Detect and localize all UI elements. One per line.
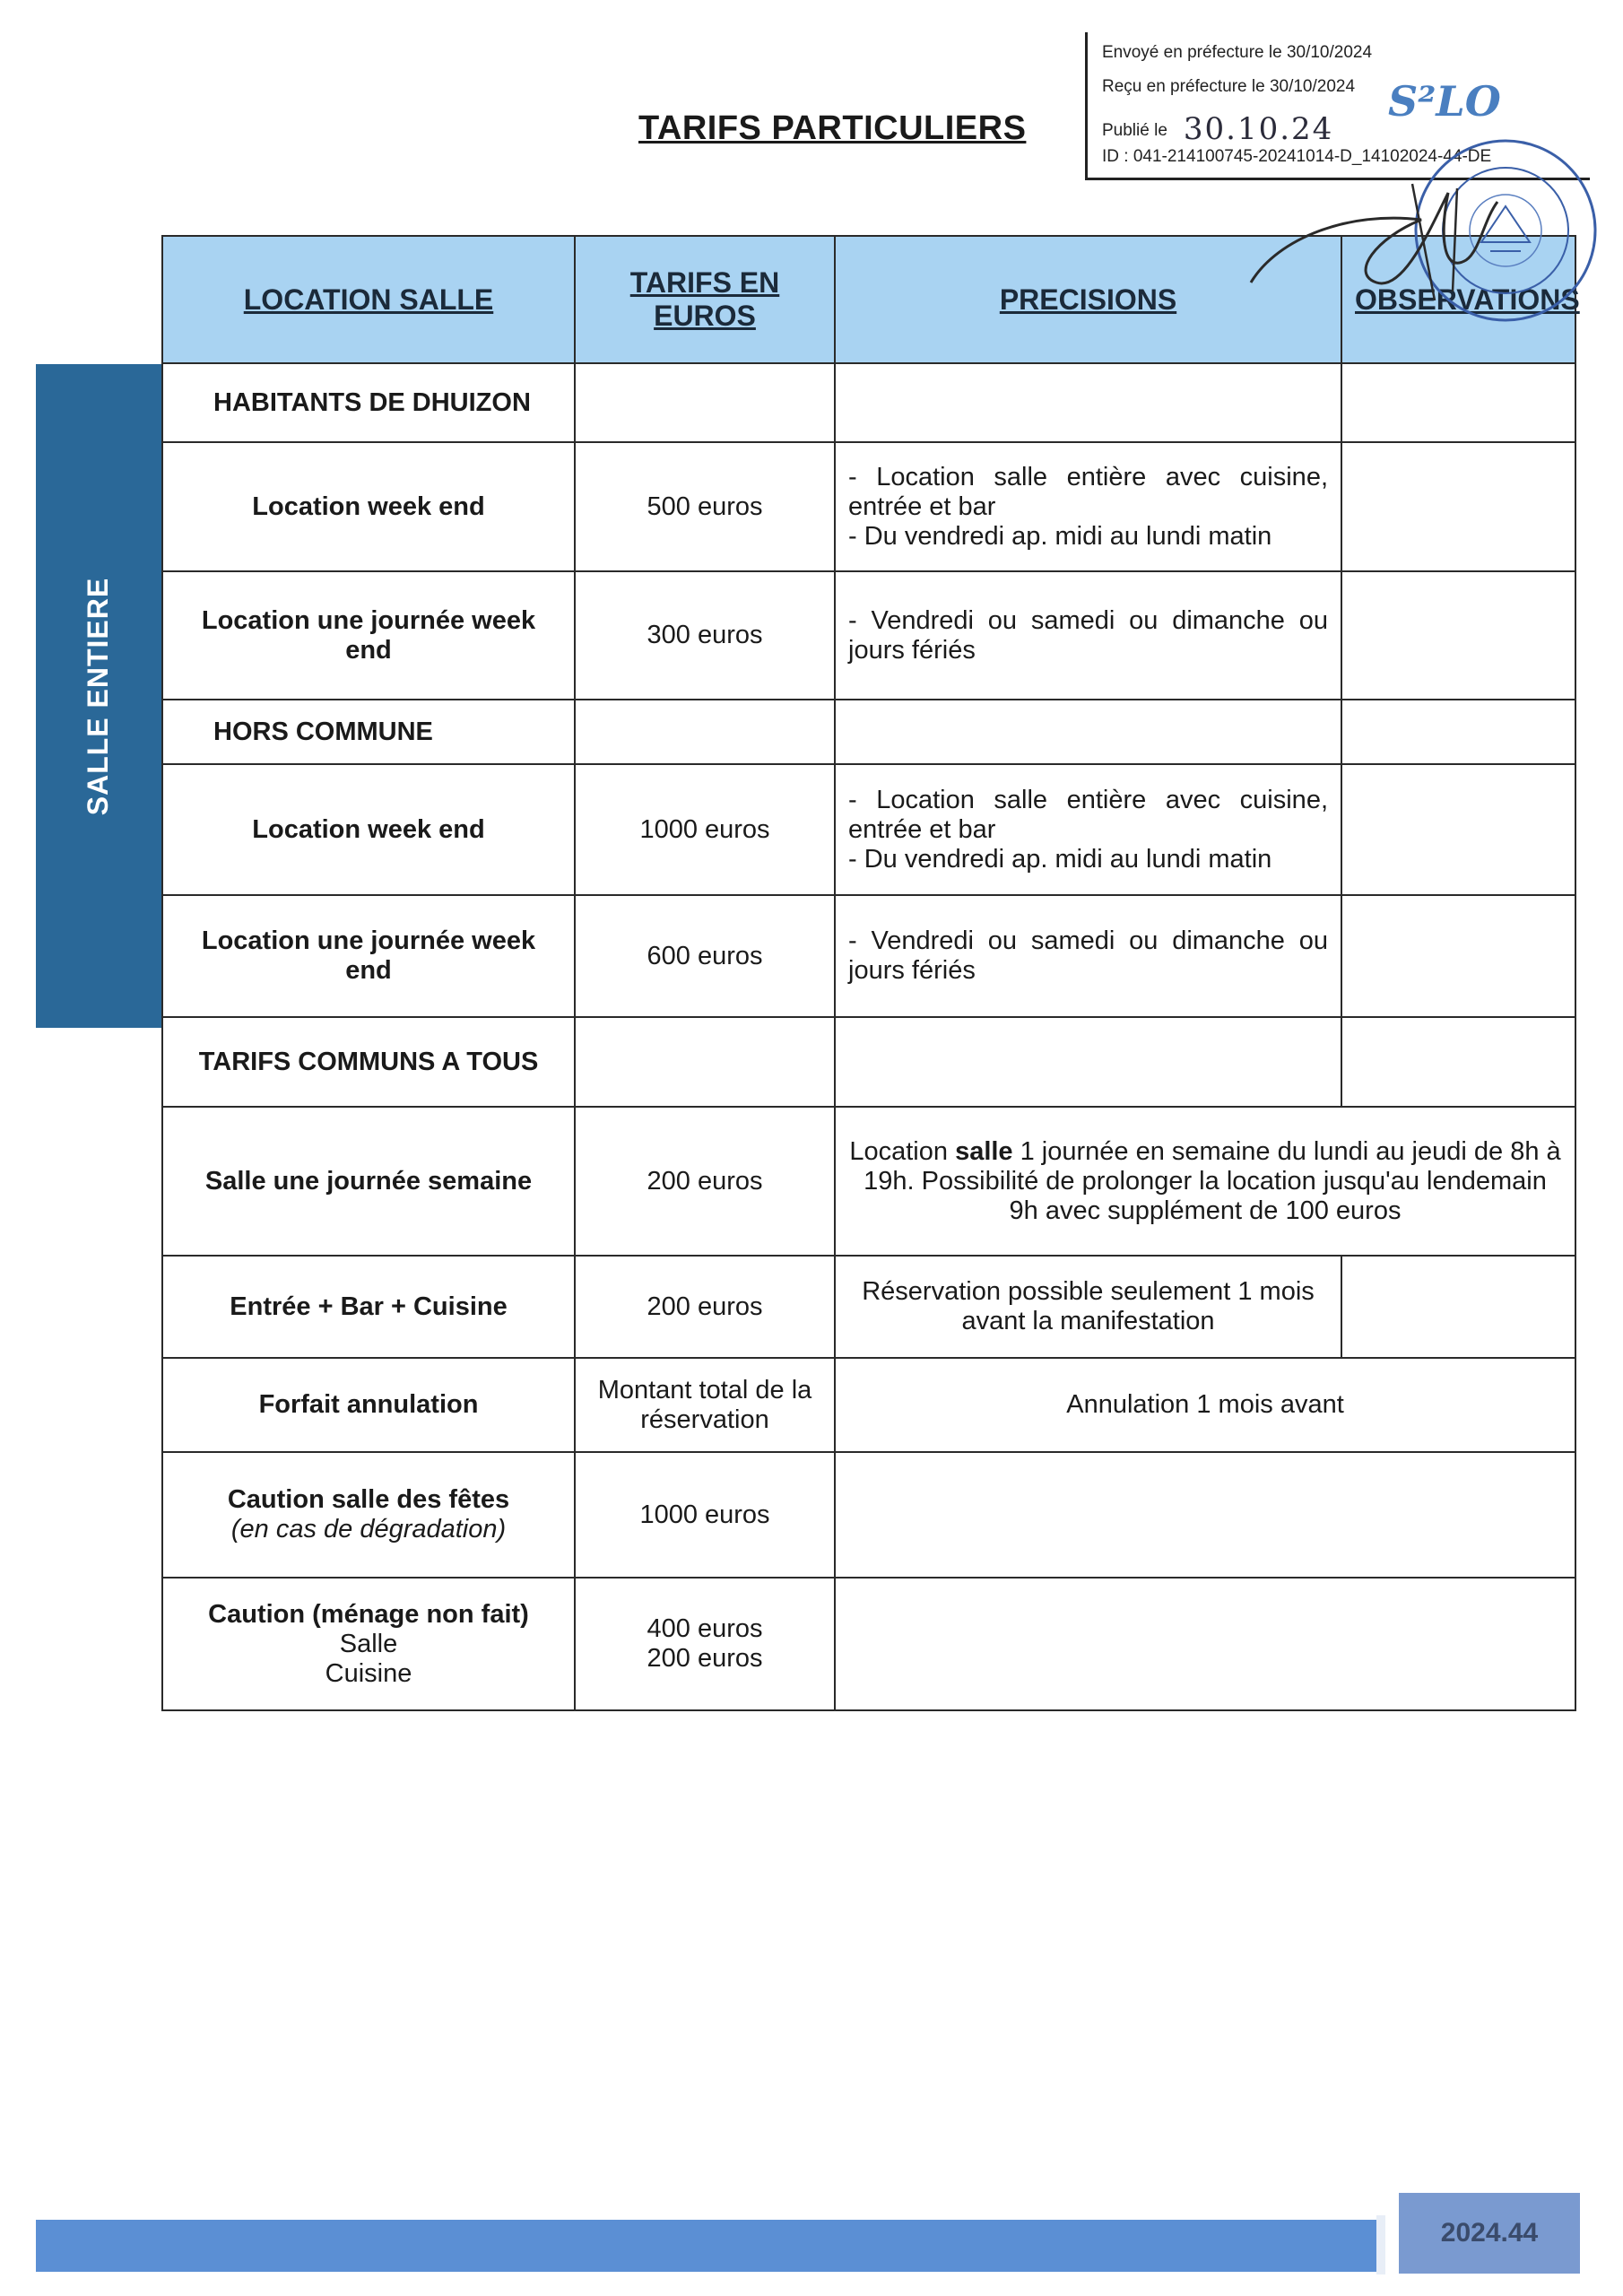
table-row bbox=[162, 1017, 1575, 1107]
table-row bbox=[162, 442, 1575, 571]
table-row bbox=[162, 363, 1575, 442]
table-row bbox=[162, 1452, 1575, 1578]
row-price: Montant total de la réservation bbox=[575, 1358, 835, 1452]
row-label: Location week end bbox=[162, 764, 575, 895]
row-label: Location week end bbox=[162, 442, 575, 571]
side-label: SALLE ENTIERE bbox=[82, 577, 115, 815]
row-label: Caution (ménage non fait) Salle Cuisine bbox=[162, 1578, 575, 1710]
header-precisions: PRECISIONS bbox=[835, 236, 1341, 363]
prefecture-published bbox=[1102, 111, 1333, 147]
row-precision: - Location salle entière avec cuisine, entrée et bar - Du vendredi ap. midi au lundi matin bbox=[835, 442, 1341, 571]
row-label: Forfait annulation bbox=[162, 1358, 575, 1452]
published-label: Publié le bbox=[1102, 121, 1167, 140]
row-price: 1000 euros bbox=[575, 1452, 835, 1578]
footer-number: 2024.44 bbox=[1440, 2218, 1539, 2248]
row-precision: Annulation 1 mois avant bbox=[835, 1358, 1575, 1452]
prefecture-received: Reçu en préfecture le 30/10/2024 bbox=[1102, 77, 1356, 96]
row-label: Location une journée week end bbox=[162, 895, 575, 1017]
header-tarifs-line2: EUROS bbox=[654, 300, 756, 332]
table-row bbox=[162, 571, 1575, 700]
prefecture-sent: Envoyé en préfecture le 30/10/2024 bbox=[1102, 43, 1373, 62]
row-label: Entrée + Bar + Cuisine bbox=[162, 1256, 575, 1358]
row-label: Salle une journée semaine bbox=[162, 1107, 575, 1256]
table-row bbox=[162, 1358, 1575, 1452]
row-precision: - Vendredi ou samedi ou dimanche ou jours fériés bbox=[835, 571, 1341, 700]
header-tarifs bbox=[575, 236, 835, 363]
row-precision: Location salle 1 journée en semaine du lundi au jeudi de 8h à 19h. Possibilité de prolonger la location jusqu'au lendemain 9h avec supplément de 100 euros bbox=[835, 1107, 1575, 1256]
row-precision: - Vendredi ou samedi ou dimanche ou jours fériés bbox=[835, 895, 1341, 1017]
row-precision: - Location salle entière avec cuisine, entrée et bar - Du vendredi ap. midi au lundi matin bbox=[835, 764, 1341, 895]
table-row bbox=[162, 700, 1575, 764]
row-price: 200 euros bbox=[575, 1107, 835, 1256]
header-location-salle: LOCATION SALLE bbox=[162, 236, 575, 363]
row-label: Caution salle des fêtes (en cas de dégradation) bbox=[162, 1452, 575, 1578]
s2lo-logo bbox=[1388, 77, 1501, 126]
table-row bbox=[162, 1256, 1575, 1358]
side-band bbox=[36, 364, 161, 1028]
footer-number-box bbox=[1399, 2193, 1580, 2274]
table-row bbox=[162, 895, 1575, 1017]
header-observations: OBSERVATIONS bbox=[1341, 236, 1575, 363]
published-date: 30.10.24 bbox=[1183, 111, 1334, 147]
prefecture-id: ID : 041-214100745-20241014-D_14102024-44-DE bbox=[1102, 147, 1492, 166]
table-row bbox=[162, 1107, 1575, 1256]
tariff-table bbox=[161, 235, 1580, 1711]
row-price: 1000 euros bbox=[575, 764, 835, 895]
table-row bbox=[162, 764, 1575, 895]
row-price: 600 euros bbox=[575, 895, 835, 1017]
row-price: 400 euros 200 euros bbox=[575, 1578, 835, 1710]
row-label: Location une journée week end bbox=[162, 571, 575, 700]
section-tarifs-communs: TARIFS COMMUNS A TOUS bbox=[162, 1017, 575, 1107]
s2lo-logo-text: S²LO bbox=[1388, 77, 1501, 126]
footer-separator bbox=[1376, 2215, 1385, 2274]
page-title: TARIFS PARTICULIERS bbox=[638, 109, 1027, 147]
section-hors-commune: HORS COMMUNE bbox=[162, 700, 575, 764]
footer-bar bbox=[36, 2220, 1385, 2272]
row-price: 300 euros bbox=[575, 571, 835, 700]
row-price: 200 euros bbox=[575, 1256, 835, 1358]
row-precision: Réservation possible seulement 1 mois avant la manifestation bbox=[835, 1256, 1341, 1358]
section-habitants: HABITANTS DE DHUIZON bbox=[162, 363, 575, 442]
row-price: 500 euros bbox=[575, 442, 835, 571]
table-row bbox=[162, 1578, 1575, 1710]
signature-icon bbox=[1242, 175, 1520, 318]
header-tarifs-line1: TARIFS EN bbox=[629, 266, 780, 299]
